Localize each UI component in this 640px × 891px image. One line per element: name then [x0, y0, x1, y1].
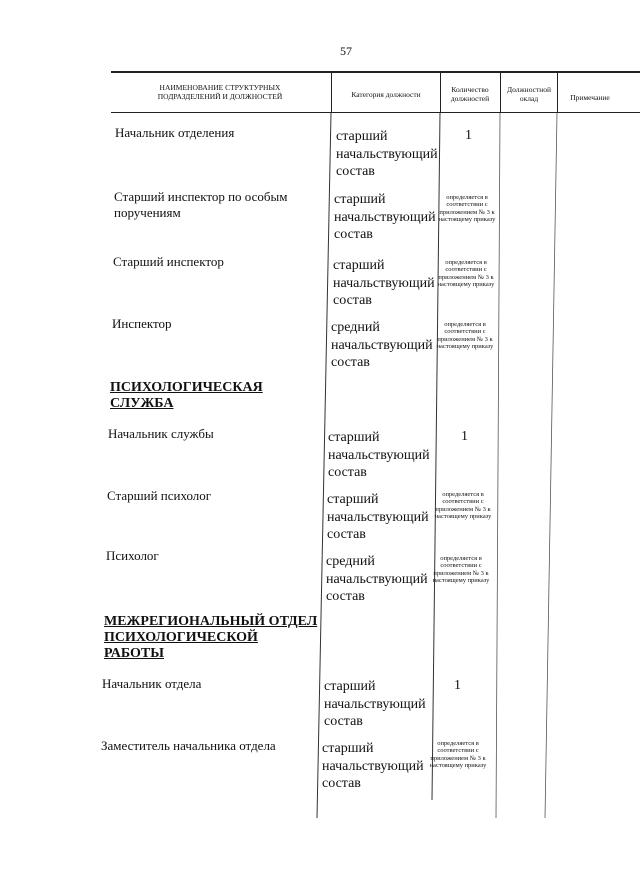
row-category: старший начальствующий состав [328, 430, 430, 480]
row-quantity: 1 [454, 678, 461, 693]
row-category: старший начальствующий состав [336, 129, 438, 179]
row-quantity: определяется в соответствии с приложением № 3 к настоящему приказу [434, 491, 492, 521]
row-category: старший начальствующий состав [333, 258, 435, 308]
header-note: Примечание [570, 93, 610, 102]
row-name: Начальник службы [108, 426, 214, 441]
row-category: средний начальствующий состав [326, 554, 428, 604]
row-quantity: определяется в соответствии с приложением № 3 к настоящему приказу [432, 555, 490, 585]
row-quantity: 1 [465, 128, 472, 143]
row-name: Старший инспектор по особым поручениям [114, 189, 288, 221]
row-quantity: определяется в соответствии с приложением № 3 к настоящему приказу [437, 259, 495, 289]
row-name: Психолог [106, 548, 159, 563]
page-number: 57 [340, 44, 352, 58]
header-name: НАИМЕНОВАНИЕ СТРУКТУРНЫХ ПОДРАЗДЕЛЕНИЙ И ДОЛЖНОСТЕЙ [157, 83, 283, 102]
section-heading: ПСИХОЛОГИЧЕСКАЯ СЛУЖБА [110, 380, 263, 412]
row-name: Начальник отдела [102, 676, 202, 691]
section-heading: МЕЖРЕГИОНАЛЬНЫЙ ОТДЕЛ ПСИХОЛОГИЧЕСКОЙ РАБОТЫ [104, 614, 318, 662]
row-category: старший начальствующий состав [327, 492, 429, 542]
header-quantity: Количество должностей [450, 85, 490, 104]
row-name: Старший психолог [107, 488, 212, 503]
row-quantity: 1 [461, 429, 468, 444]
row-name: Старший инспектор [113, 254, 224, 269]
row-category: старший начальствующий состав [322, 741, 424, 791]
row-category: старший начальствующий состав [334, 192, 436, 242]
header-category: Категория должности [351, 90, 421, 99]
row-name: Заместитель начальника отдела [101, 738, 276, 753]
row-quantity: определяется в соответствии с приложением № 3 к настоящему приказу [429, 740, 487, 770]
row-quantity: определяется в соответствии с приложением № 3 к настоящему приказу [438, 194, 496, 224]
row-category: старший начальствующий состав [324, 679, 426, 729]
row-name: Инспектор [112, 316, 172, 331]
row-quantity: определяется в соответствии с приложением № 3 к настоящему приказу [436, 321, 494, 351]
row-category: средний начальствующий состав [331, 320, 433, 370]
row-name: Начальник отделения [115, 125, 235, 140]
header-salary: Должностной оклад [506, 85, 552, 104]
